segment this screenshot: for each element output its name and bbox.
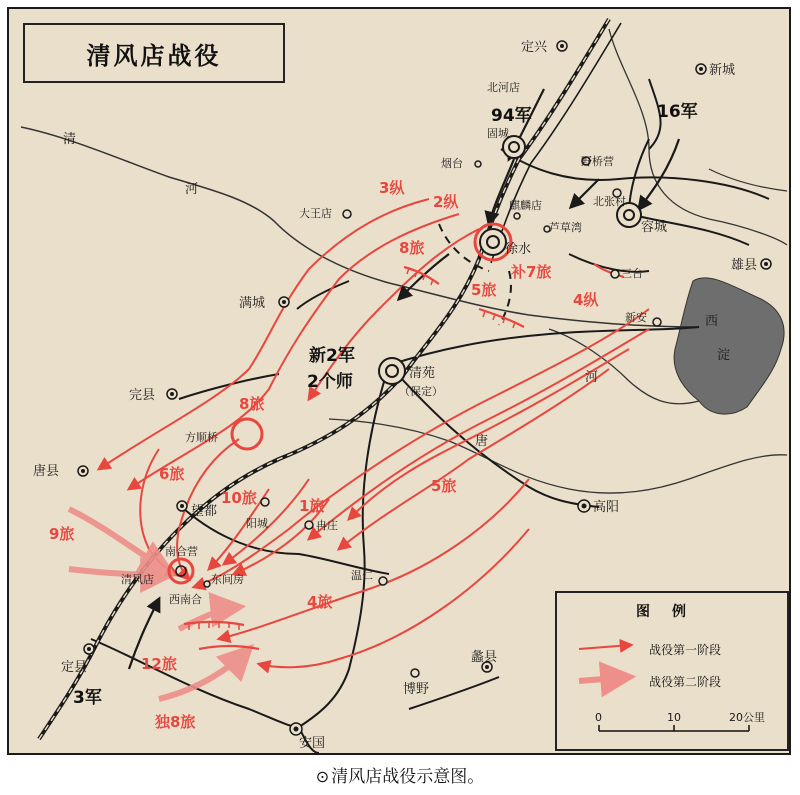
label-ranzhuang: 冉庄 bbox=[316, 519, 338, 532]
label-qingyuan: 清苑 bbox=[409, 366, 436, 381]
label-dingxing: 定兴 bbox=[521, 40, 548, 55]
caption bbox=[0, 762, 800, 787]
scale-tick-0: 0 bbox=[595, 711, 602, 724]
label-anguo: 安国 bbox=[299, 736, 326, 751]
label-4lv: 4旅 bbox=[307, 593, 333, 611]
label-8lv-a: 8旅 bbox=[399, 239, 425, 257]
label-wenren: 温仁 bbox=[351, 569, 373, 582]
map-frame bbox=[7, 7, 791, 755]
label-du8lv: 独8旅 bbox=[155, 713, 196, 731]
label-gaoyang: 高阳 bbox=[593, 500, 620, 515]
map-title: 清风店战役 bbox=[86, 41, 222, 70]
label-xushui: 徐水 bbox=[505, 242, 532, 257]
label-boye: 博野 bbox=[403, 682, 430, 697]
label-santai: 三台 bbox=[621, 267, 643, 280]
label-xinanhe: 西南合 bbox=[169, 593, 202, 606]
label-xidian-1: 西 bbox=[705, 314, 719, 329]
caption-bullet-icon: ⊙ bbox=[315, 767, 330, 786]
title-box bbox=[23, 23, 285, 83]
label-4zong: 4纵 bbox=[573, 291, 599, 309]
label-baoding: （保定） bbox=[399, 385, 443, 398]
label-lucaowan: 芦草湾 bbox=[549, 221, 582, 234]
label-5lv-b: 5旅 bbox=[431, 477, 457, 495]
label-xinan: 新安 bbox=[625, 311, 647, 324]
legend-phase1: 战役第一阶段 bbox=[649, 643, 722, 657]
caption-text: 清风店战役示意图。 bbox=[331, 767, 485, 787]
label-1lv: 1旅 bbox=[299, 497, 325, 515]
label-94jun: 94军 bbox=[491, 106, 532, 126]
label-tanghe-2: 河 bbox=[585, 370, 599, 385]
label-2gs: 2个师 bbox=[307, 372, 353, 392]
label-dongjianfang: 东间房 bbox=[211, 573, 244, 586]
label-tanghe-1: 唐 bbox=[475, 434, 489, 449]
label-gucheng: 固城 bbox=[487, 127, 509, 140]
label-yantai: 烟台 bbox=[441, 157, 463, 170]
label-3zong: 3纵 bbox=[379, 179, 405, 197]
label-12lv: 12旅 bbox=[141, 655, 177, 673]
label-wanxian: 完县 bbox=[129, 388, 156, 403]
scale-bar bbox=[579, 701, 779, 745]
label-9lv: 9旅 bbox=[49, 525, 75, 543]
label-10lv: 10旅 bbox=[221, 489, 257, 507]
red-arrow-icon bbox=[579, 645, 631, 649]
label-lixian: 蠡县 bbox=[471, 650, 498, 665]
label-nanheying: 南合营 bbox=[165, 545, 198, 558]
river-small bbox=[709, 169, 787, 191]
pink-arrow-icon bbox=[579, 677, 629, 681]
label-wangdu: 望都 bbox=[191, 504, 218, 519]
label-rongcheng: 容城 bbox=[641, 220, 668, 235]
label-dawangdian: 大王店 bbox=[299, 207, 332, 220]
label-beizhangcun: 北张村 bbox=[593, 195, 626, 208]
label-xiongxian: 雄县 bbox=[731, 258, 758, 273]
label-qinghe-2: 河 bbox=[185, 182, 199, 197]
lake-xidian bbox=[674, 278, 784, 414]
legend-phase2: 战役第二阶段 bbox=[649, 675, 722, 689]
label-5lv-a: 5旅 bbox=[471, 281, 497, 299]
label-xidian-2: 淀 bbox=[717, 348, 731, 363]
label-mancheng: 满城 bbox=[239, 296, 266, 311]
label-qilindian: 麒麟店 bbox=[509, 199, 542, 212]
label-3jun: 3军 bbox=[73, 688, 102, 708]
legend bbox=[555, 591, 789, 751]
label-tangxian: 唐县 bbox=[33, 464, 60, 479]
label-beihedian: 北河店 bbox=[487, 81, 520, 94]
legend-arrows bbox=[575, 635, 645, 705]
legend-title: 图例 bbox=[636, 604, 708, 620]
label-qingfengdian: 清风店 bbox=[121, 573, 154, 586]
label-yeqiaoying: 野桥营 bbox=[581, 155, 614, 168]
river-tanghe bbox=[329, 419, 787, 493]
label-dingxian: 定县 bbox=[61, 660, 88, 675]
label-fangshunqiao: 方顺桥 bbox=[185, 431, 218, 444]
label-qinghe-1: 清 bbox=[63, 132, 77, 147]
label-xincheng: 新城 bbox=[709, 63, 736, 78]
label-2zong: 2纵 bbox=[433, 193, 459, 211]
label-xin2jun: 新2军 bbox=[309, 346, 355, 366]
label-8lv-b: 8旅 bbox=[239, 395, 265, 413]
scale-tick-10: 10 bbox=[667, 711, 681, 724]
label-bu7lv: 补7旅 bbox=[511, 263, 552, 281]
label-yangcheng: 阳城 bbox=[246, 517, 268, 530]
label-16jun: 16军 bbox=[657, 102, 698, 122]
label-6lv: 6旅 bbox=[159, 465, 185, 483]
scale-tick-20: 20公里 bbox=[729, 711, 765, 724]
